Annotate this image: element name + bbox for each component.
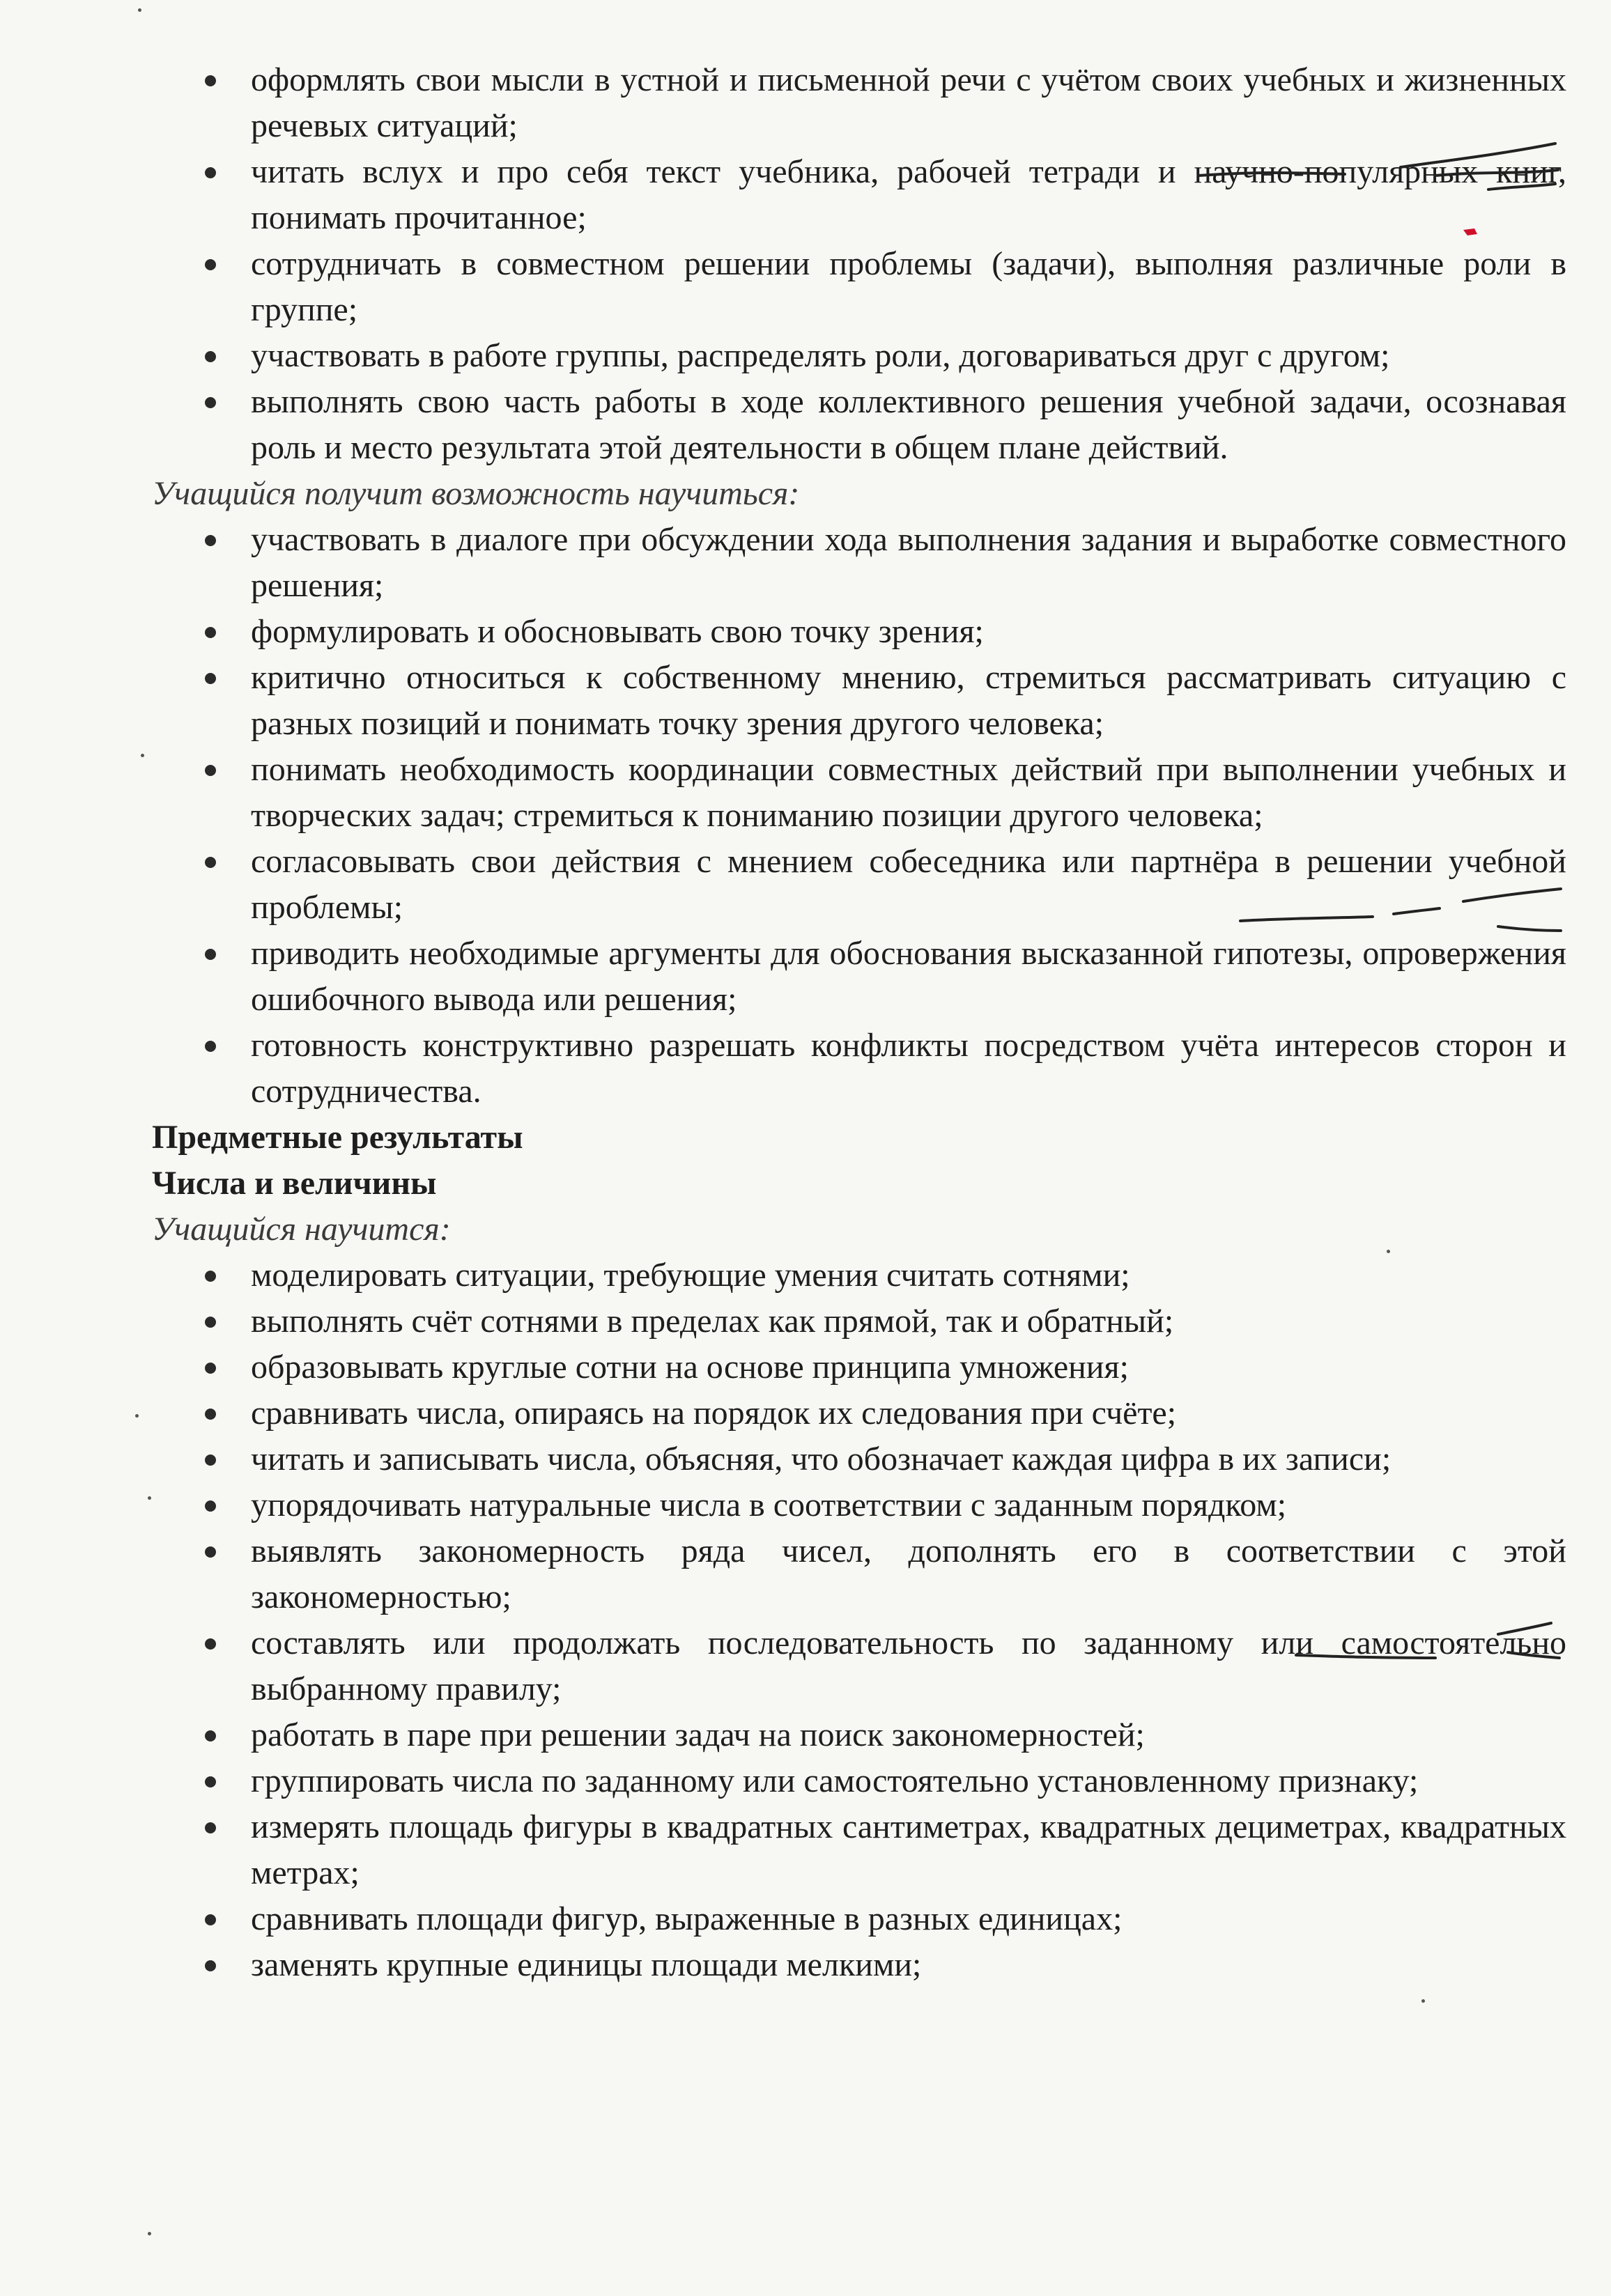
bullet-dot-icon: [205, 397, 216, 408]
bullet-dot-icon: [205, 167, 216, 178]
list-item: формулировать и обосновывать свою точку зрения;: [152, 609, 1566, 655]
list-item: составлять или продолжать последовательность по заданному или самостоятельно выбранному правилу;: [152, 1620, 1566, 1712]
bullet-dot-icon: [205, 1041, 216, 1052]
scan-speck: [1421, 1999, 1425, 2003]
bullet-dot-icon: [205, 259, 216, 270]
bullet-dot-icon: [205, 949, 216, 960]
list-item: выявлять закономерность ряда чисел, дополнять его в соответствии с этой закономерностью;: [152, 1528, 1566, 1620]
bullet-dot-icon: [205, 1409, 216, 1420]
bullet-dot-icon: [205, 1730, 216, 1742]
list-item: работать в паре при решении задач на поиск закономерностей;: [152, 1712, 1566, 1758]
list-item: участвовать в работе группы, распределять роли, договариваться друг с другом;: [152, 333, 1566, 379]
bullet-dot-icon: [205, 75, 216, 86]
bullet-dot-icon: [205, 1822, 216, 1833]
bullet-dot-icon: [205, 1914, 216, 1925]
bullet-dot-icon: [205, 857, 216, 868]
bullet-dot-icon: [205, 1960, 216, 1971]
bullet-dot-icon: [205, 1317, 216, 1328]
opportunity-heading: Учащийся получит возможность научиться:: [152, 475, 800, 512]
subject-results-list: [152, 1252, 1566, 1988]
list-item: выполнять свою часть работы в ходе коллективного решения учебной задачи, осознавая роль и место результата этой деятельности в общем плане действий.: [152, 379, 1566, 471]
list-item: сравнивать числа, опираясь на порядок их следования при счёте;: [152, 1390, 1566, 1436]
subsection-heading: Числа и величины: [152, 1165, 437, 1202]
list-item: моделировать ситуации, требующие умения считать сотнями;: [152, 1252, 1566, 1298]
scan-speck: [148, 2232, 151, 2235]
list-item: сравнивать площади фигур, выраженные в разных единицах;: [152, 1896, 1566, 1942]
scan-speck: [135, 1414, 139, 1418]
bullet-dot-icon: [205, 673, 216, 684]
learner-heading: Учащийся научится:: [152, 1211, 451, 1248]
document-page: [152, 57, 1566, 1988]
list-item: оформлять свои мысли в устной и письменной речи с учётом своих учебных и жизненных речевых ситуаций;: [152, 57, 1566, 149]
list-item: согласовывать свои действия с мнением собеседника или партнёра в решении учебной проблемы;: [152, 839, 1566, 931]
list-item: читать и записывать числа, объясняя, что обозначает каждая цифра в их записи;: [152, 1436, 1566, 1482]
bullet-dot-icon: [205, 1271, 216, 1282]
list-item: выполнять счёт сотнями в пределах как прямой, так и обратный;: [152, 1298, 1566, 1344]
bullet-dot-icon: [205, 351, 216, 362]
list-item: измерять площадь фигуры в квадратных сантиметрах, квадратных дециметрах, квадратных метрах;: [152, 1804, 1566, 1896]
scan-speck: [141, 754, 144, 757]
list-item: критично относиться к собственному мнению, стремиться рассматривать ситуацию с разных позиций и понимать точку зрения другого человека;: [152, 655, 1566, 747]
list-item: готовность конструктивно разрешать конфликты посредством учёта интересов сторон и сотрудничества.: [152, 1023, 1566, 1115]
list-item: сотрудничать в совместном решении проблемы (задачи), выполняя различные роли в группе;: [152, 241, 1566, 333]
bullet-dot-icon: [205, 1776, 216, 1787]
scan-speck: [1387, 1250, 1390, 1253]
communicative-list: [152, 57, 1566, 471]
bullet-dot-icon: [205, 627, 216, 638]
bullet-dot-icon: [205, 765, 216, 776]
list-item: заменять крупные единицы площади мелкими;: [152, 1942, 1566, 1988]
bullet-dot-icon: [205, 1546, 216, 1558]
section-heading: Предметные результаты: [152, 1119, 523, 1156]
list-item: приводить необходимые аргументы для обоснования высказанной гипотезы, опровержения ошибочного вывода или решения;: [152, 931, 1566, 1023]
bullet-dot-icon: [205, 535, 216, 546]
list-item: понимать необходимость координации совместных действий при выполнении учебных и творческих задач; стремиться к пониманию позиции другого человека;: [152, 747, 1566, 839]
scan-speck: [148, 1496, 151, 1500]
bullet-dot-icon: [205, 1363, 216, 1374]
list-item: группировать числа по заданному или самостоятельно установленному признаку;: [152, 1758, 1566, 1804]
list-item: упорядочивать натуральные числа в соответствии с заданным порядком;: [152, 1482, 1566, 1528]
bullet-dot-icon: [205, 1455, 216, 1466]
bullet-dot-icon: [205, 1638, 216, 1650]
list-item: читать вслух и про себя текст учебника, рабочей тетради и научно-популярных книг, понимать прочитанное;: [152, 149, 1566, 241]
bullet-dot-icon: [205, 1500, 216, 1512]
opportunity-list: [152, 517, 1566, 1115]
list-item: участвовать в диалоге при обсуждении хода выполнения задания и выработке совместного решения;: [152, 517, 1566, 609]
scan-speck: [138, 8, 141, 12]
list-item: образовывать круглые сотни на основе принципа умножения;: [152, 1344, 1566, 1390]
